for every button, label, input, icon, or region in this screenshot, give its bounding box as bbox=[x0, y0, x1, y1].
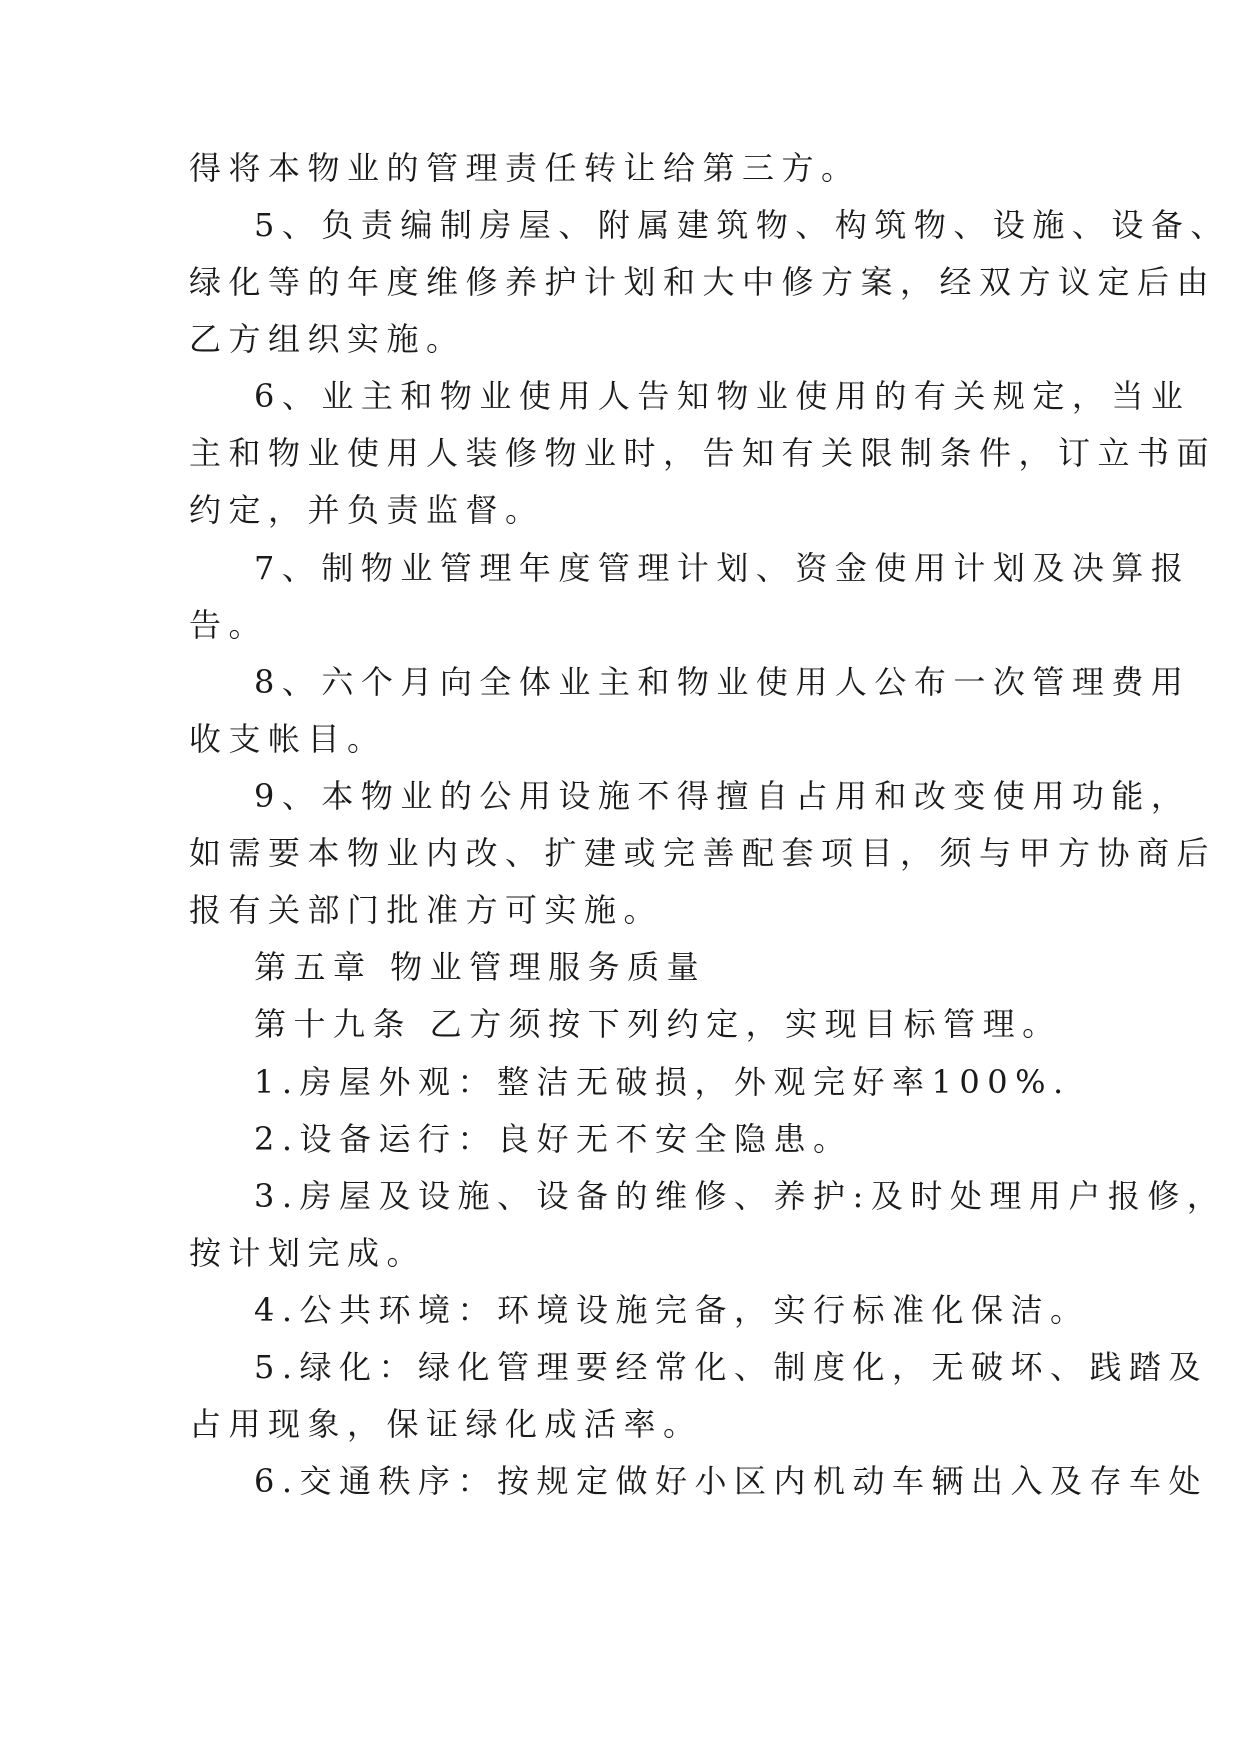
paragraph-line: 9、本物业的公用设施不得擅自占用和改变使用功能， bbox=[254, 777, 1191, 815]
paragraph-line: 主和物业使用人装修物业时，告知有关限制条件，订立书面 bbox=[189, 434, 1217, 472]
paragraph-line: 报有关部门批准方可实施。 bbox=[189, 891, 664, 929]
list-item: 2.设备运行：良好无不安全隐患。 bbox=[254, 1120, 853, 1158]
paragraph-line: 绿化等的年度维修养护计划和大中修方案，经双方议定后由 bbox=[189, 263, 1217, 301]
paragraph-line: 约定，并负责监督。 bbox=[189, 491, 545, 529]
list-item: 4.公共环境：环境设施完备，实行标准化保洁。 bbox=[254, 1291, 1090, 1329]
paragraph-line: 如需要本物业内改、扩建或完善配套项目，须与甲方协商后 bbox=[189, 834, 1217, 872]
list-item: 5.绿化：绿化管理要经常化、制度化，无破坏、践踏及 bbox=[254, 1348, 1209, 1386]
paragraph-line: 得将本物业的管理责任转让给第三方。 bbox=[189, 149, 861, 187]
list-item: 6.交通秩序：按规定做好小区内机动车辆出入及存车处 bbox=[254, 1462, 1209, 1500]
paragraph-line: 占用现象，保证绿化成活率。 bbox=[189, 1405, 703, 1443]
paragraph-line: 5、负责编制房屋、附属建筑物、构筑物、设施、设备、 bbox=[254, 206, 1230, 244]
paragraph-line: 8、六个月向全体业主和物业使用人公布一次管理费用 bbox=[254, 663, 1191, 701]
article-heading: 第十九条 乙方须按下列约定，实现目标管理。 bbox=[254, 1005, 1062, 1043]
paragraph-line: 收支帐目。 bbox=[189, 720, 387, 758]
chapter-heading: 第五章 物业管理服务质量 bbox=[254, 948, 707, 986]
paragraph-line: 6、业主和物业使用人告知物业使用的有关规定，当业 bbox=[254, 377, 1191, 415]
list-item: 1.房屋外观：整洁无破损，外观完好率100%. bbox=[254, 1063, 1071, 1101]
paragraph-line: 7、制物业管理年度管理计划、资金使用计划及决算报 bbox=[254, 549, 1191, 587]
paragraph-line: 告。 bbox=[189, 606, 269, 644]
list-item: 3.房屋及设施、设备的维修、养护:及时处理用户报修， bbox=[254, 1177, 1227, 1215]
paragraph-line: 乙方组织实施。 bbox=[189, 320, 466, 358]
paragraph-line: 按计划完成。 bbox=[189, 1234, 427, 1272]
